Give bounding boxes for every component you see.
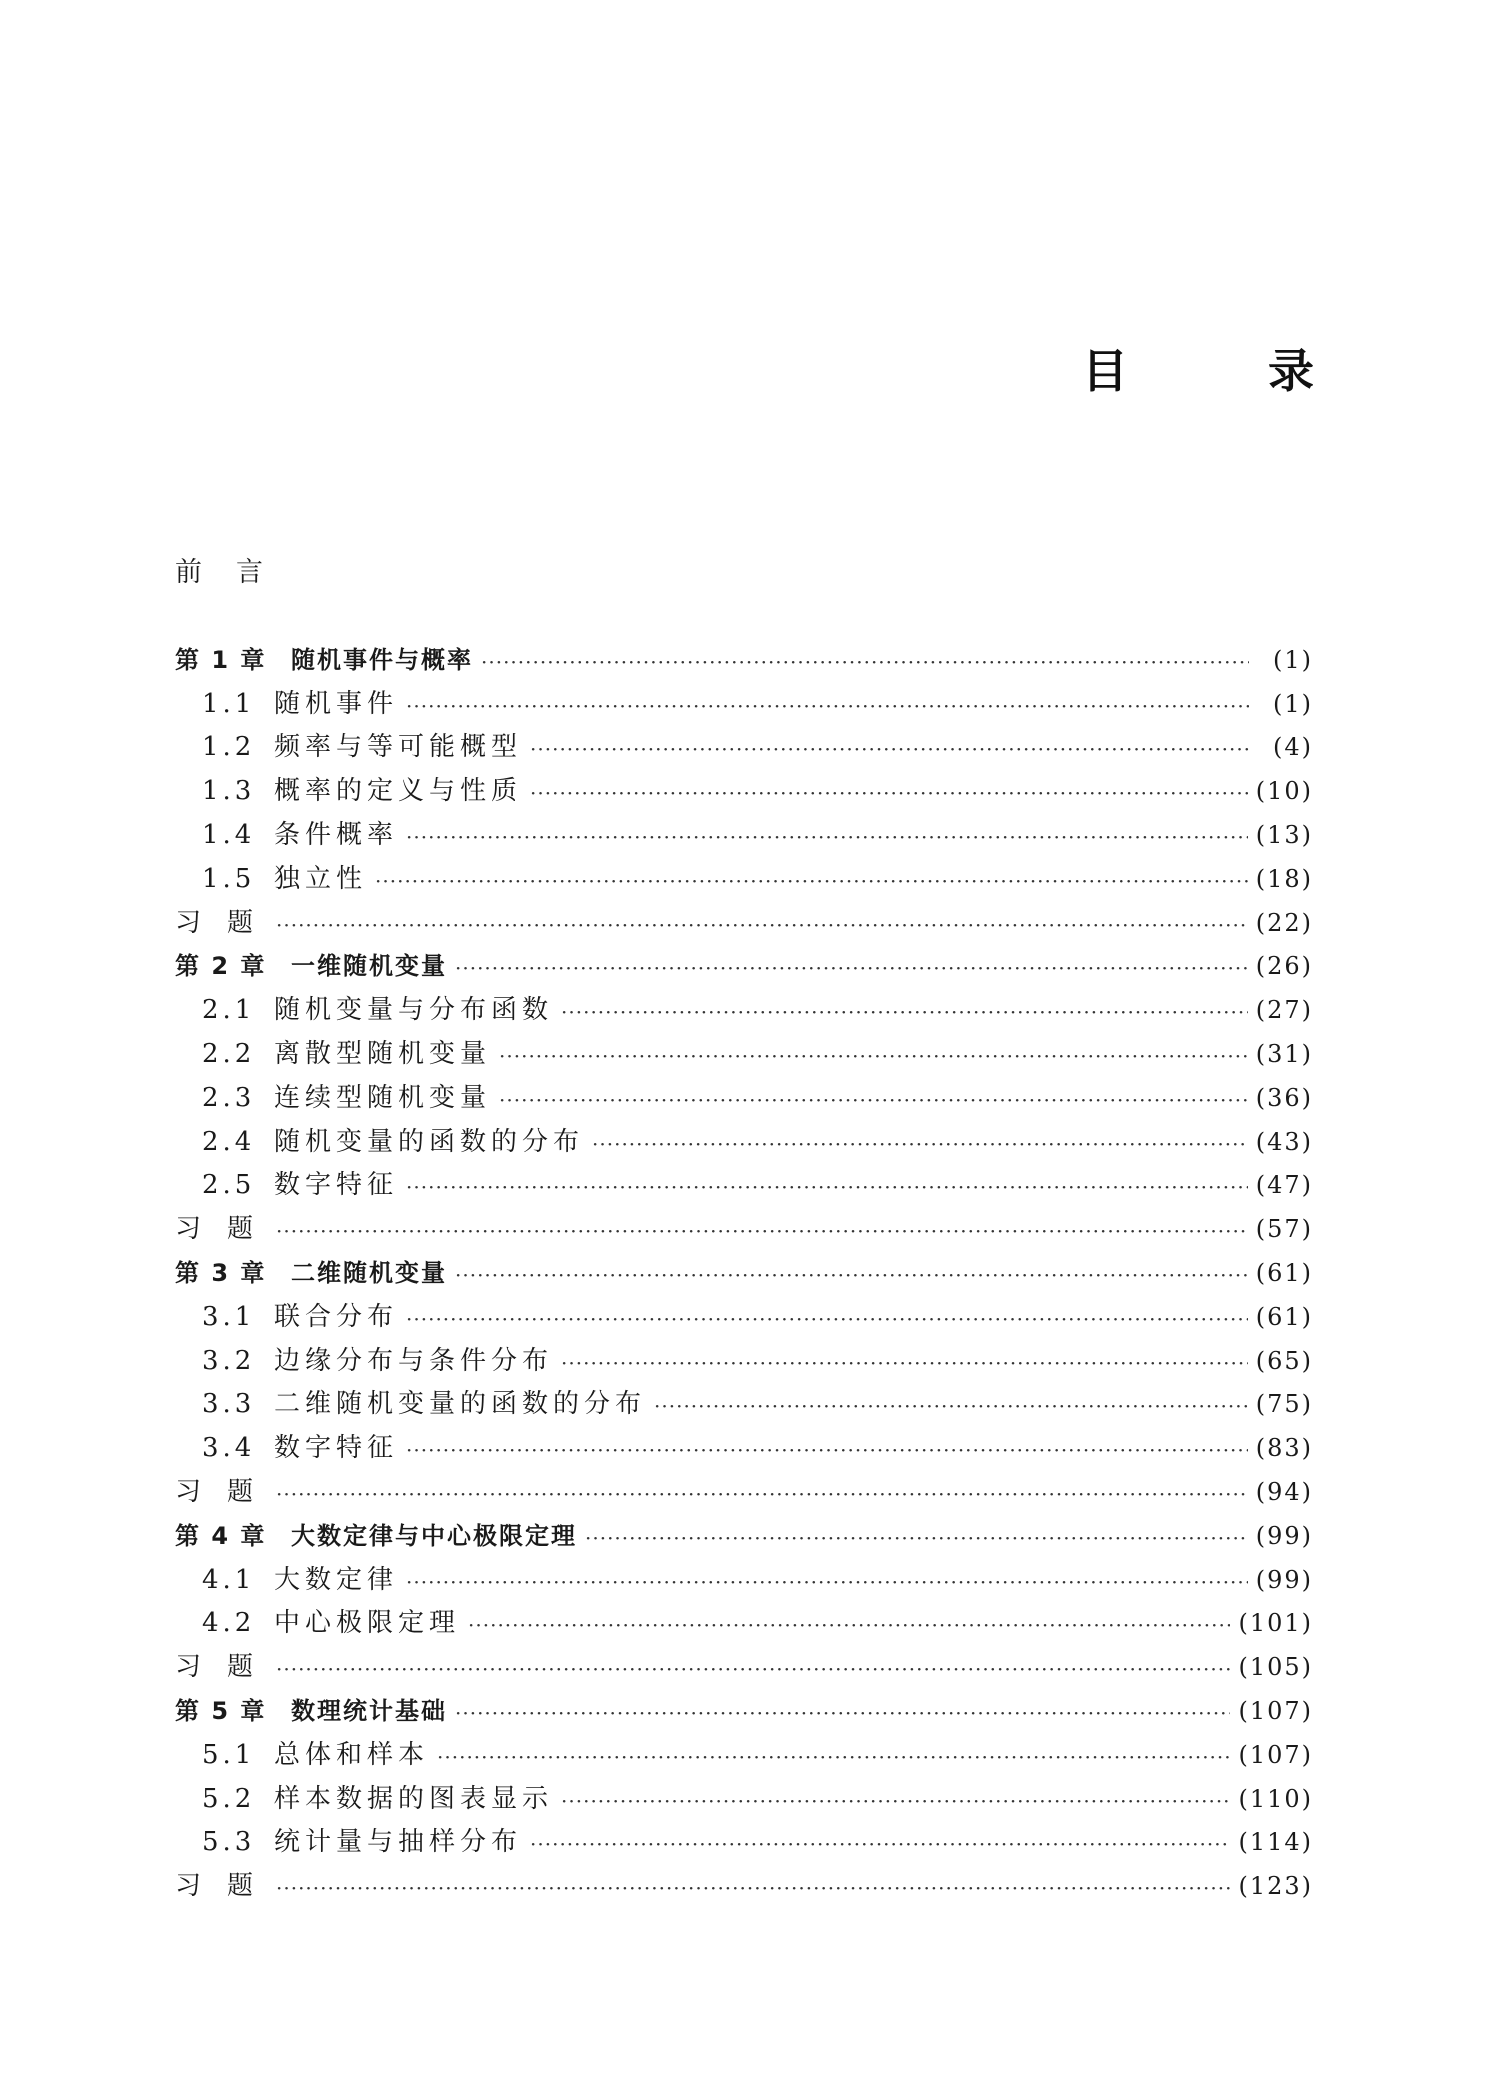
dot-leader <box>455 958 1248 978</box>
dot-leader <box>276 915 1248 935</box>
dot-leader <box>406 1309 1248 1329</box>
dot-leader <box>437 1747 1230 1767</box>
toc-entry-page: (1) <box>1273 645 1313 674</box>
dot-leader <box>654 1396 1248 1416</box>
toc-entry-number: 第 5 章 <box>175 1697 267 1726</box>
toc-entry-page: (10) <box>1255 777 1313 806</box>
toc-section-entry[interactable] <box>175 1164 1313 1208</box>
toc-entry-page: (13) <box>1255 821 1313 850</box>
toc-entry-page: (101) <box>1238 1609 1313 1638</box>
toc-entry-number: 4.2 <box>202 1608 256 1639</box>
toc-entry-page: (61) <box>1255 1302 1313 1331</box>
toc-entry-number: 3.2 <box>202 1345 256 1376</box>
toc-entry-number: 2.3 <box>202 1082 256 1113</box>
toc-section-entry[interactable] <box>175 1120 1313 1164</box>
toc-entry-title: 二维随机变量的函数的分布 <box>274 1389 647 1420</box>
dot-leader <box>406 696 1249 716</box>
toc-entry-title: 独立性 <box>274 863 368 894</box>
toc-entry-title: 随机变量与分布函数 <box>274 995 554 1026</box>
toc-entry-page: (75) <box>1255 1390 1313 1419</box>
toc-entry-page: (31) <box>1255 1040 1313 1069</box>
dot-leader <box>276 1659 1230 1679</box>
dot-leader <box>561 1791 1230 1811</box>
toc-entry-title: 联合分布 <box>274 1301 399 1332</box>
toc-entry-page: (1) <box>1273 689 1313 718</box>
toc-entry-page: (94) <box>1255 1478 1313 1507</box>
dot-leader <box>592 1134 1248 1154</box>
toc-section-entry[interactable] <box>175 726 1313 770</box>
toc-entry-page: (83) <box>1255 1434 1313 1463</box>
page-title: 目 录 <box>1081 344 1376 398</box>
toc-entry-title: 数字特征 <box>274 1170 399 1201</box>
toc-entry-number: 习题 <box>175 1652 280 1683</box>
toc-chapter-entry[interactable] <box>175 1251 1313 1295</box>
toc-entry-page: (123) <box>1238 1872 1313 1901</box>
toc-entry-page: (61) <box>1255 1259 1313 1288</box>
toc-entry-number: 5.1 <box>202 1739 256 1770</box>
toc-entry-number: 3.1 <box>202 1301 256 1332</box>
toc-entry-number: 2.5 <box>202 1170 256 1201</box>
toc-section-entry[interactable] <box>175 813 1313 857</box>
preface-link[interactable]: 前言 <box>175 557 297 588</box>
dot-leader <box>585 1528 1248 1548</box>
dot-leader <box>468 1615 1230 1635</box>
toc-entry-page: (4) <box>1273 733 1313 762</box>
dot-leader <box>530 783 1248 803</box>
toc-exercise-entry[interactable] <box>175 1470 1313 1514</box>
toc-exercise-entry[interactable] <box>175 1645 1313 1689</box>
toc-entry-number: 1.3 <box>202 776 256 807</box>
toc-section-entry[interactable] <box>175 1558 1313 1602</box>
toc-entry-title: 数字特征 <box>274 1433 399 1464</box>
toc-section-entry[interactable] <box>175 1295 1313 1339</box>
toc-section-entry[interactable] <box>175 1733 1313 1777</box>
toc-entry-number: 习题 <box>175 1871 280 1902</box>
toc-entry-page: (99) <box>1255 1521 1313 1550</box>
toc-entry-title: 样本数据的图表显示 <box>274 1783 554 1814</box>
toc-entry-number: 4.1 <box>202 1564 256 1595</box>
toc-section-entry[interactable] <box>175 1383 1313 1427</box>
toc-entry-number: 第 4 章 <box>175 1521 267 1550</box>
toc-section-entry[interactable] <box>175 1777 1313 1821</box>
toc-entry-page: (107) <box>1238 1740 1313 1769</box>
toc-entry-title: 大数定律 <box>274 1564 399 1595</box>
toc-section-entry[interactable] <box>175 1426 1313 1470</box>
toc-chapter-entry[interactable] <box>175 945 1313 989</box>
dot-leader <box>406 827 1248 847</box>
toc-entry-title: 边缘分布与条件分布 <box>274 1345 554 1376</box>
dot-leader <box>499 1046 1248 1066</box>
toc-exercise-entry[interactable] <box>175 901 1313 945</box>
toc-entry-page: (110) <box>1238 1784 1313 1813</box>
toc-section-entry[interactable] <box>175 769 1313 813</box>
toc-entry-number: 1.5 <box>202 863 256 894</box>
toc-entry-title: 离散型随机变量 <box>274 1039 492 1070</box>
toc-entry-page: (27) <box>1255 996 1313 1025</box>
toc-section-entry[interactable] <box>175 1032 1313 1076</box>
toc-entry-title: 随机变量的函数的分布 <box>274 1126 585 1157</box>
toc-entry-number: 2.4 <box>202 1126 256 1157</box>
toc-entry-title: 随机事件 <box>274 688 399 719</box>
toc-entry-page: (65) <box>1255 1346 1313 1375</box>
toc-entry-title: 频率与等可能概型 <box>274 732 523 763</box>
toc-entry-number: 5.2 <box>202 1783 256 1814</box>
toc-entry-number: 习题 <box>175 907 280 938</box>
dot-leader <box>499 1090 1248 1110</box>
dot-leader <box>276 1221 1248 1241</box>
toc-entry-number: 1.2 <box>202 732 256 763</box>
dot-leader <box>561 1353 1248 1373</box>
dot-leader <box>406 1572 1248 1592</box>
dot-leader <box>455 1703 1230 1723</box>
toc-entry-number: 第 1 章 <box>175 645 267 674</box>
toc-entry-title: 一维随机变量 <box>291 952 447 981</box>
toc-entry-number: 1.1 <box>202 688 256 719</box>
toc-entry-title: 统计量与抽样分布 <box>274 1827 523 1858</box>
toc-section-entry[interactable] <box>175 988 1313 1032</box>
toc-chapter-entry[interactable] <box>175 1514 1313 1558</box>
toc-entry-title: 连续型随机变量 <box>274 1082 492 1113</box>
toc-entry-number: 2.2 <box>202 1039 256 1070</box>
toc-entry-number: 5.3 <box>202 1827 256 1858</box>
toc-entry-page: (57) <box>1255 1215 1313 1244</box>
dot-leader <box>481 652 1249 672</box>
toc-section-entry[interactable] <box>175 1339 1313 1383</box>
toc-entry-title: 条件概率 <box>274 820 399 851</box>
toc-entry-page: (47) <box>1255 1171 1313 1200</box>
toc-section-entry[interactable] <box>175 682 1313 726</box>
toc-entry-title: 二维随机变量 <box>291 1259 447 1288</box>
toc-entry-page: (26) <box>1255 952 1313 981</box>
toc-entry-page: (105) <box>1238 1653 1313 1682</box>
toc-entry-number: 第 3 章 <box>175 1259 267 1288</box>
dot-leader <box>561 1002 1248 1022</box>
dot-leader <box>276 1878 1230 1898</box>
toc-entry-number: 1.4 <box>202 820 256 851</box>
toc-entry-title: 中心极限定理 <box>274 1608 461 1639</box>
toc-entry-number: 习题 <box>175 1214 280 1245</box>
dot-leader <box>530 739 1249 759</box>
table-of-contents <box>175 638 1313 1908</box>
toc-section-entry[interactable] <box>175 1602 1313 1646</box>
toc-chapter-entry[interactable] <box>175 1689 1313 1733</box>
toc-entry-page: (22) <box>1255 908 1313 937</box>
toc-entry-number: 2.1 <box>202 995 256 1026</box>
toc-entry-page: (18) <box>1255 864 1313 893</box>
toc-entry-title: 数理统计基础 <box>291 1697 447 1726</box>
toc-entry-page: (43) <box>1255 1127 1313 1156</box>
toc-entry-number: 3.3 <box>202 1389 256 1420</box>
toc-entry-number: 3.4 <box>202 1433 256 1464</box>
toc-entry-page: (36) <box>1255 1083 1313 1112</box>
toc-entry-title: 概率的定义与性质 <box>274 776 523 807</box>
toc-exercise-entry[interactable] <box>175 1864 1313 1908</box>
dot-leader <box>406 1440 1248 1460</box>
dot-leader <box>406 1177 1248 1197</box>
toc-section-entry[interactable] <box>175 1821 1313 1865</box>
toc-section-entry[interactable] <box>175 1076 1313 1120</box>
dot-leader <box>276 1484 1248 1504</box>
dot-leader <box>375 871 1248 891</box>
toc-section-entry[interactable] <box>175 857 1313 901</box>
toc-entry-title: 总体和样本 <box>274 1739 430 1770</box>
toc-entry-number: 习题 <box>175 1477 280 1508</box>
toc-entry-title: 大数定律与中心极限定理 <box>291 1521 577 1550</box>
toc-entry-page: (99) <box>1255 1565 1313 1594</box>
toc-entry-title: 随机事件与概率 <box>291 645 473 674</box>
toc-exercise-entry[interactable] <box>175 1207 1313 1251</box>
toc-entry-page: (107) <box>1238 1697 1313 1726</box>
dot-leader <box>455 1265 1248 1285</box>
toc-chapter-entry[interactable] <box>175 638 1313 682</box>
toc-entry-number: 第 2 章 <box>175 952 267 981</box>
toc-entry-page: (114) <box>1238 1828 1313 1857</box>
dot-leader <box>530 1834 1230 1854</box>
